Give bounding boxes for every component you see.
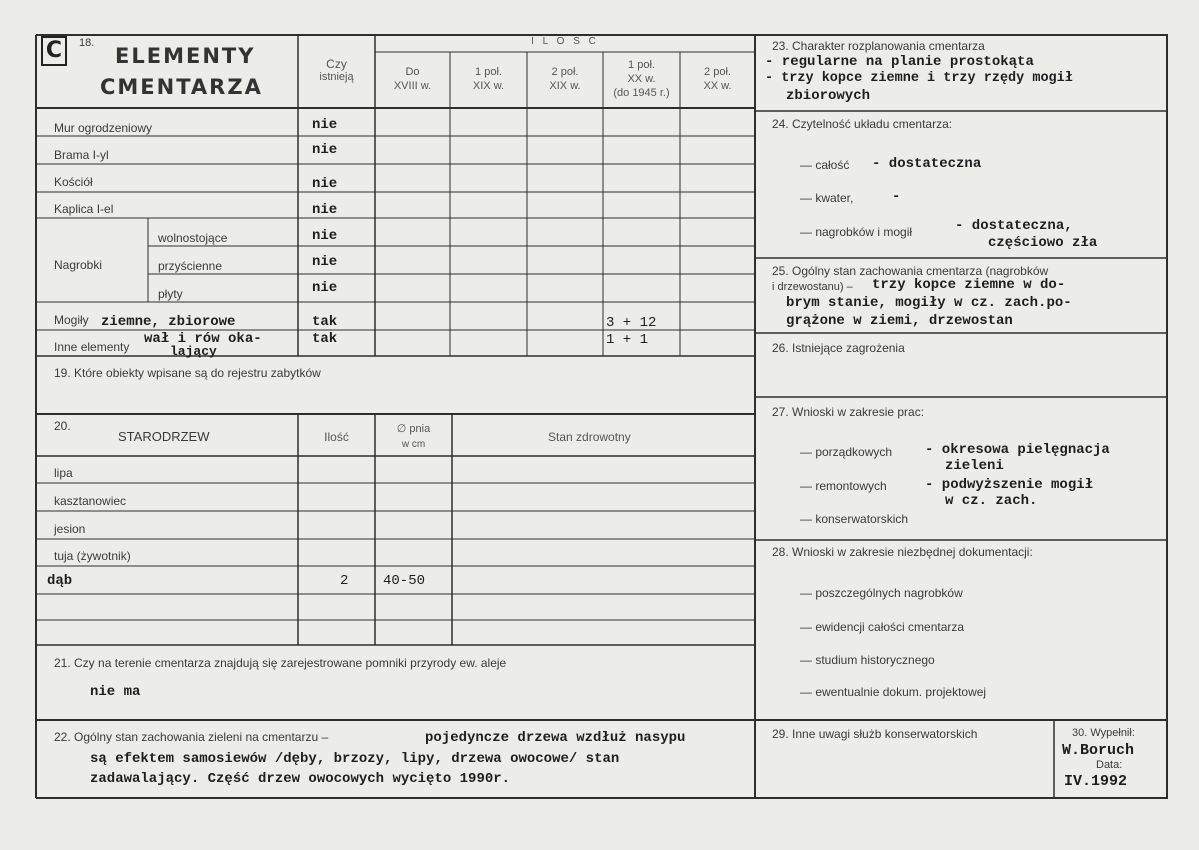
- row-label-wolnostojace: wolnostojące: [158, 231, 228, 245]
- section-22-line2: są efektem samosiewów /dęby, brzozy, lipy, drzewa owocowe/ stan: [90, 751, 620, 767]
- section-27-label: 27. Wnioski w zakresie prac:: [772, 405, 925, 419]
- starodrzew-col-stan: Stan zdrowotny: [548, 430, 631, 444]
- inne-label: Inne elementy: [54, 340, 130, 354]
- tree-name-dab: dąb: [47, 573, 73, 589]
- czytelnosc-kwater-label: — kwater,: [800, 191, 854, 205]
- wnioski-porzadkowych-label: — porządkowych: [800, 445, 893, 459]
- nagrobki-label: Nagrobki: [54, 258, 103, 272]
- section-code-box: C: [41, 36, 67, 66]
- section-25-line2: brym stanie, mogiły w cz. zach.po-: [786, 295, 1072, 311]
- czytelnosc-nagrobkow-value: - dostateczna,: [955, 218, 1073, 234]
- czytelnosc-kwater-value: -: [892, 189, 901, 205]
- section-21-value: nie ma: [90, 684, 141, 700]
- row-exists-kosciol: nie: [312, 176, 338, 192]
- czytelnosc-nagrobkow-label: — nagrobków i mogił: [800, 225, 913, 239]
- section-25-label-1: 25. Ogólny stan zachowania cmentarza (nagrobków: [772, 264, 1049, 278]
- row-label-plyty: płyty: [158, 287, 183, 301]
- period-3-line1: 2 poł.: [551, 66, 579, 78]
- starodrzew-col-pnia-2: w cm: [401, 439, 426, 450]
- period-5-line2: XX w.: [703, 80, 732, 92]
- inne-exists: tak: [312, 331, 338, 347]
- period-4-line1: 1 poł.: [628, 59, 655, 71]
- dokumentacja-ewidencji: — ewidencji całości cmentarza: [800, 620, 965, 634]
- row-label-brama: Brama I-yl: [54, 148, 109, 162]
- date-label: Data:: [1096, 759, 1123, 771]
- filled-by-name: W.Boruch: [1062, 742, 1135, 759]
- tree-diam-dab: 40-50: [383, 573, 426, 589]
- date-value: IV.1992: [1064, 773, 1128, 790]
- section-25-line3: grążone w ziemi, drzewostan: [786, 313, 1013, 329]
- section-number: 18.: [79, 37, 95, 49]
- section-24-label: 24. Czytelność układu cmentarza:: [772, 117, 953, 131]
- mogily-label: Mogiły: [54, 313, 89, 327]
- mogily-value: ziemne, zbiorowe: [101, 314, 236, 330]
- dokumentacja-projektowej: — ewentualnie dokum. projektowej: [800, 685, 987, 699]
- period-1-line1: Do: [405, 66, 420, 78]
- section-30-label: 30. Wypełnił:: [1072, 727, 1135, 739]
- czytelnosc-calosc-value: - dostateczna: [872, 156, 982, 172]
- mogily-count: 3 + 12: [606, 315, 657, 331]
- mogily-exists: tak: [312, 314, 338, 330]
- tree-name-tuja: tuja (żywotnik): [54, 549, 131, 563]
- row-label-przyscienne: przyścienne: [158, 259, 223, 273]
- section-23-line3: zbiorowych: [786, 88, 871, 104]
- czytelnosc-calosc-label: — całość: [800, 158, 850, 172]
- section-22-label: 22. Ogólny stan zachowania zieleni na cmentarzu –: [54, 730, 329, 744]
- period-5-line1: 2 poł.: [704, 66, 731, 78]
- section-title-line2: CMENTARZA: [100, 75, 263, 99]
- section-28-label: 28. Wnioski w zakresie niezbędnej dokumentacji:: [772, 545, 1033, 559]
- czytelnosc-nagrobkow-value2: częściowo zła: [988, 235, 1098, 251]
- section-26-label: 26. Istniejące zagrożenia: [772, 341, 905, 355]
- section-22-line1: pojedyncze drzewa wzdłuż nasypu: [425, 730, 686, 746]
- section-21-label: 21. Czy na terenie cmentarza znajdują się zarejestrowane pomniki przyrody ew. aleje: [54, 656, 507, 670]
- inne-value-line1: wał i rów oka-: [144, 331, 262, 347]
- section-20-num: 20.: [54, 419, 71, 433]
- section-20-title: STARODRZEW: [118, 429, 210, 444]
- period-2-line1: 1 poł.: [475, 66, 502, 78]
- period-1-line2: XVIII w.: [393, 80, 432, 92]
- period-4-line2: XX w.: [627, 73, 656, 85]
- dokumentacja-studium: — studium historycznego: [800, 653, 935, 667]
- section-25-label-2: i drzewostanu) –: [772, 281, 853, 293]
- tree-name-lipa: lipa: [54, 466, 73, 480]
- wnioski-konserwatorskich-label: — konserwatorskich: [800, 512, 909, 526]
- inne-value-line2: lający: [170, 344, 217, 359]
- row-label-kaplica: Kaplica I-el: [54, 202, 114, 216]
- period-4-line3: (do 1945 r.): [613, 87, 670, 99]
- period-2-line2: XIX w.: [472, 80, 505, 92]
- starodrzew-col-ilosc: Ilość: [324, 430, 349, 444]
- section-25-line1: trzy kopce ziemne w do-: [872, 277, 1066, 293]
- period-3-line2: XIX w.: [549, 80, 581, 92]
- section-23-line1: - regularne na planie prostokąta: [765, 54, 1034, 70]
- wnioski-porzadkowych-value: - okresowa pielęgnacja: [925, 442, 1110, 458]
- section-23-label: 23. Charakter rozplanowania cmentarza: [772, 39, 985, 53]
- row-exists-mur: nie: [312, 117, 338, 133]
- col-ilosc: I L O Ś Ć: [531, 36, 599, 47]
- tree-name-jesion: jesion: [54, 522, 86, 536]
- wnioski-remontowych-label: — remontowych: [800, 479, 887, 493]
- row-exists-przyscienne: nie: [312, 254, 338, 270]
- section-29-label: 29. Inne uwagi służb konserwatorskich: [772, 727, 978, 741]
- row-exists-kaplica: nie: [312, 202, 338, 218]
- section-23-line2: - trzy kopce ziemne i trzy rzędy mogił: [765, 71, 1073, 86]
- col-exists-line2: istnieją: [319, 71, 354, 83]
- wnioski-porzadkowych-value2: zieleni: [945, 458, 1004, 474]
- row-label-kosciol: Kościół: [54, 175, 93, 189]
- tree-name-kasztanowiec: kasztanowiec: [54, 494, 127, 508]
- row-exists-plyty: nie: [312, 280, 338, 296]
- col-exists-line1: Czy: [326, 57, 347, 71]
- wnioski-remontowych-value: - podwyższenie mogił: [925, 477, 1094, 493]
- dokumentacja-nagrobkow: — poszczególnych nagrobków: [800, 586, 963, 600]
- wnioski-remontowych-value2: w cz. zach.: [945, 493, 1038, 509]
- starodrzew-col-pnia-1: ∅ pnia: [396, 423, 431, 435]
- inne-count: 1 + 1: [606, 332, 649, 348]
- row-label-mur: Mur ogrodzeniowy: [54, 121, 153, 135]
- row-exists-wolnostojace: nie: [312, 228, 338, 244]
- section-19-label: 19. Które obiekty wpisane są do rejestru zabytków: [54, 366, 321, 380]
- row-exists-brama: nie: [312, 142, 338, 158]
- section-22-line3: zadawalający. Część drzew owocowych wycięto 1990r.: [90, 771, 511, 787]
- tree-qty-dab: 2: [340, 573, 349, 589]
- section-title-line1: ELEMENTY: [115, 44, 256, 68]
